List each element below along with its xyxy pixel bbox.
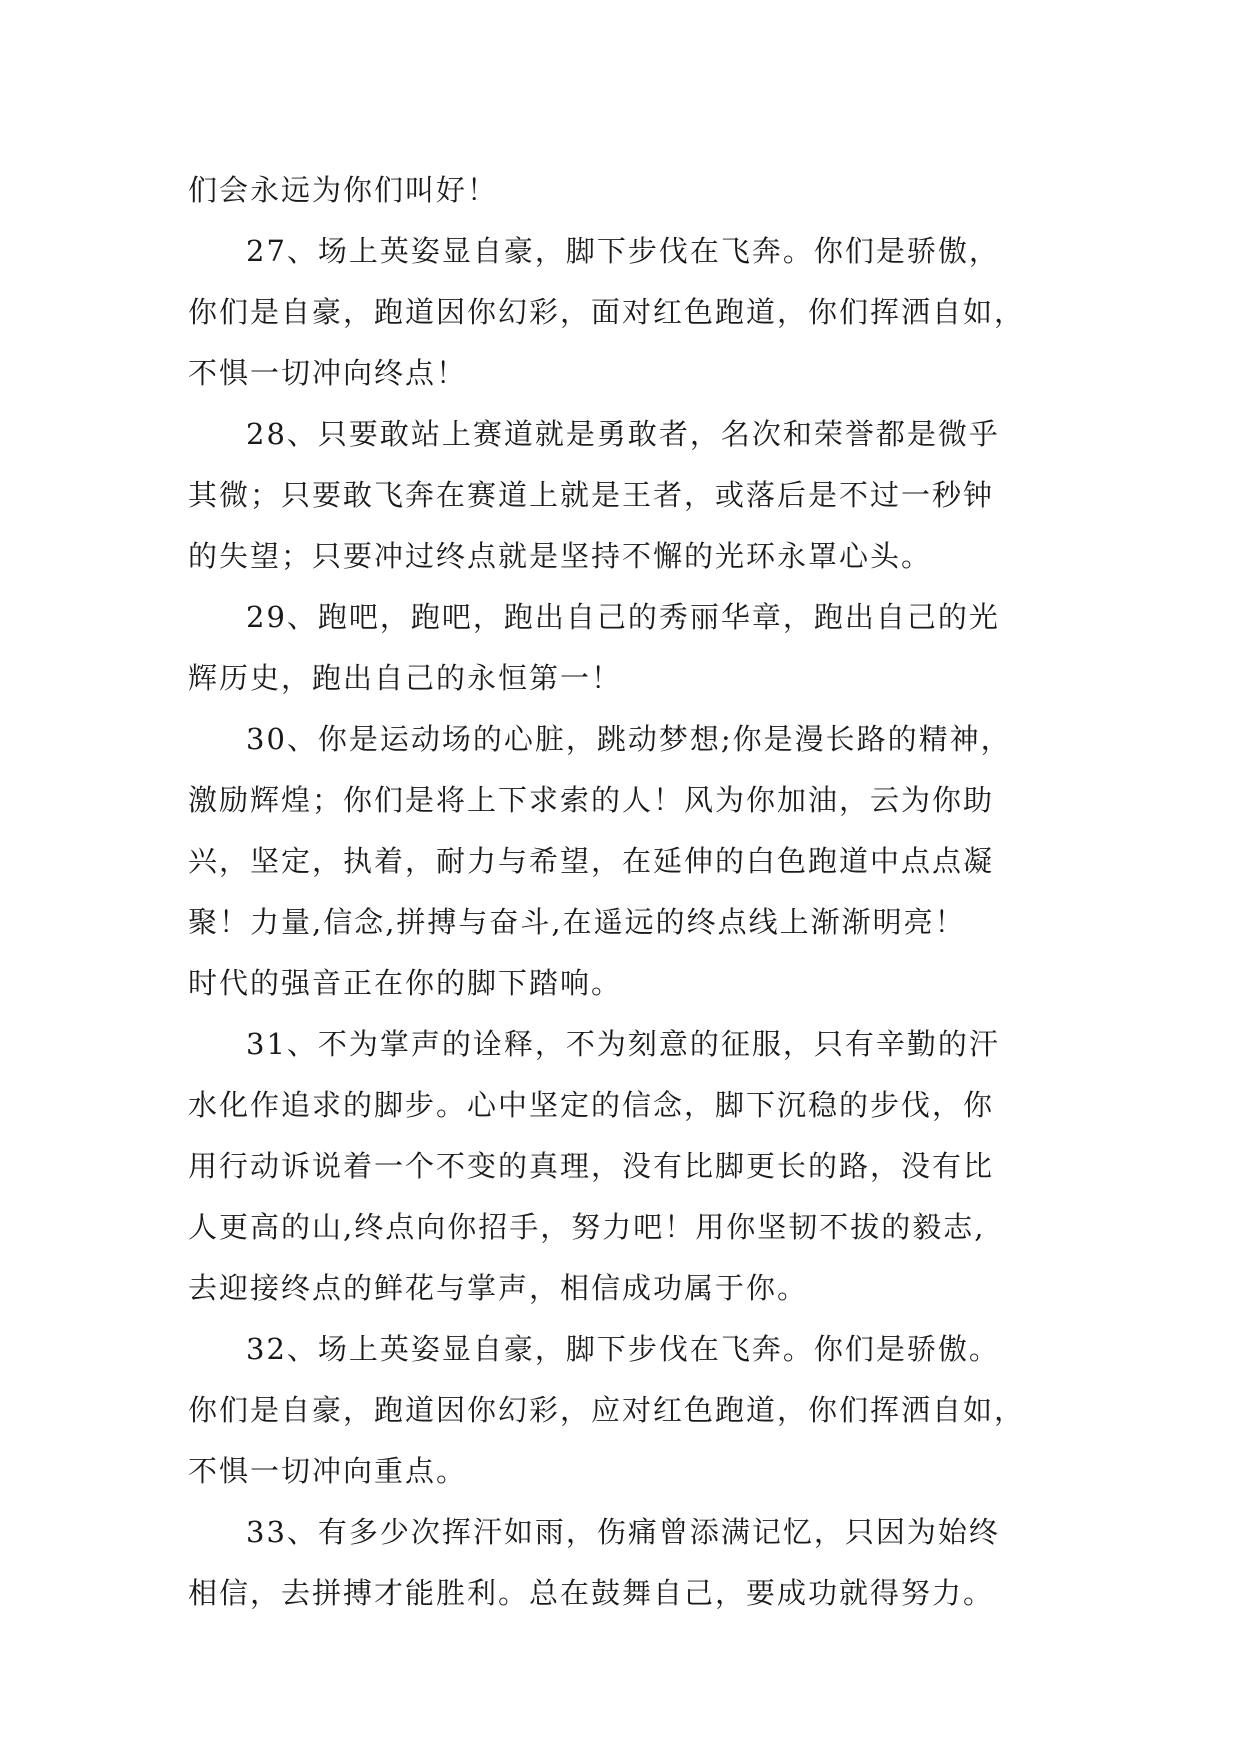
text-line: 人更高的山,终点向你招手，努力吧！用你坚韧不拔的毅志, <box>188 1210 986 1244</box>
text-line: 其微；只要敢飞奔在赛道上就是王者，或落后是不过一秒钟 <box>188 478 995 512</box>
text-line: 水化作追求的脚步。心中坚定的信念，脚下沉稳的步伐，你 <box>188 1088 995 1122</box>
text-line: 32、场上英姿显自豪，脚下步伐在飞奔。你们是骄傲。 <box>246 1332 1000 1366</box>
text-line: 兴，坚定，执着，耐力与希望，在延伸的白色跑道中点点凝 <box>188 844 995 878</box>
text-line: 你们是自豪，跑道因你幻彩，应对红色跑道，你们挥洒自如， <box>188 1393 1026 1427</box>
text-line: 30、你是运动场的心脏，跳动梦想;你是漫长路的精神， <box>246 722 1012 756</box>
text-line: 去迎接终点的鲜花与掌声，相信成功属于你。 <box>188 1271 809 1305</box>
text-line: 29、跑吧，跑吧，跑出自己的秀丽华章，跑出自己的光 <box>246 600 1000 634</box>
text-line: 不惧一切冲向重点。 <box>188 1454 468 1488</box>
text-line: 聚！力量,信念,拼搏与奋斗,在遥远的终点线上渐渐明亮！ <box>188 905 966 939</box>
text-line: 不惧一切冲向终点！ <box>188 356 468 390</box>
text-line: 31、不为掌声的诠释，不为刻意的征服，只有辛勤的汗 <box>246 1027 1000 1061</box>
document-body <box>188 160 1068 1624</box>
text-line: 们会永远为你们叫好！ <box>188 173 499 207</box>
text-line: 27、场上英姿显自豪，脚下步伐在飞奔。你们是骄傲， <box>246 234 1000 268</box>
text-line: 时代的强音正在你的脚下踏响。 <box>188 966 623 1000</box>
text-line: 你们是自豪，跑道因你幻彩，面对红色跑道，你们挥洒自如， <box>188 295 1026 329</box>
text-line: 激励辉煌；你们是将上下求索的人！风为你加油，云为你助 <box>188 783 995 817</box>
text-line: 相信，去拼搏才能胜利。总在鼓舞自己，要成功就得努力。 <box>188 1576 995 1610</box>
text-line: 辉历史，跑出自己的永恒第一！ <box>188 661 623 695</box>
text-line: 用行动诉说着一个不变的真理，没有比脚更长的路，没有比 <box>188 1149 995 1183</box>
text-line: 的失望；只要冲过终点就是坚持不懈的光环永罩心头。 <box>188 539 933 573</box>
text-line: 33、有多少次挥汗如雨，伤痛曾添满记忆，只因为始终 <box>246 1515 1000 1549</box>
text-line: 28、只要敢站上赛道就是勇敢者，名次和荣誉都是微乎 <box>246 417 1000 451</box>
